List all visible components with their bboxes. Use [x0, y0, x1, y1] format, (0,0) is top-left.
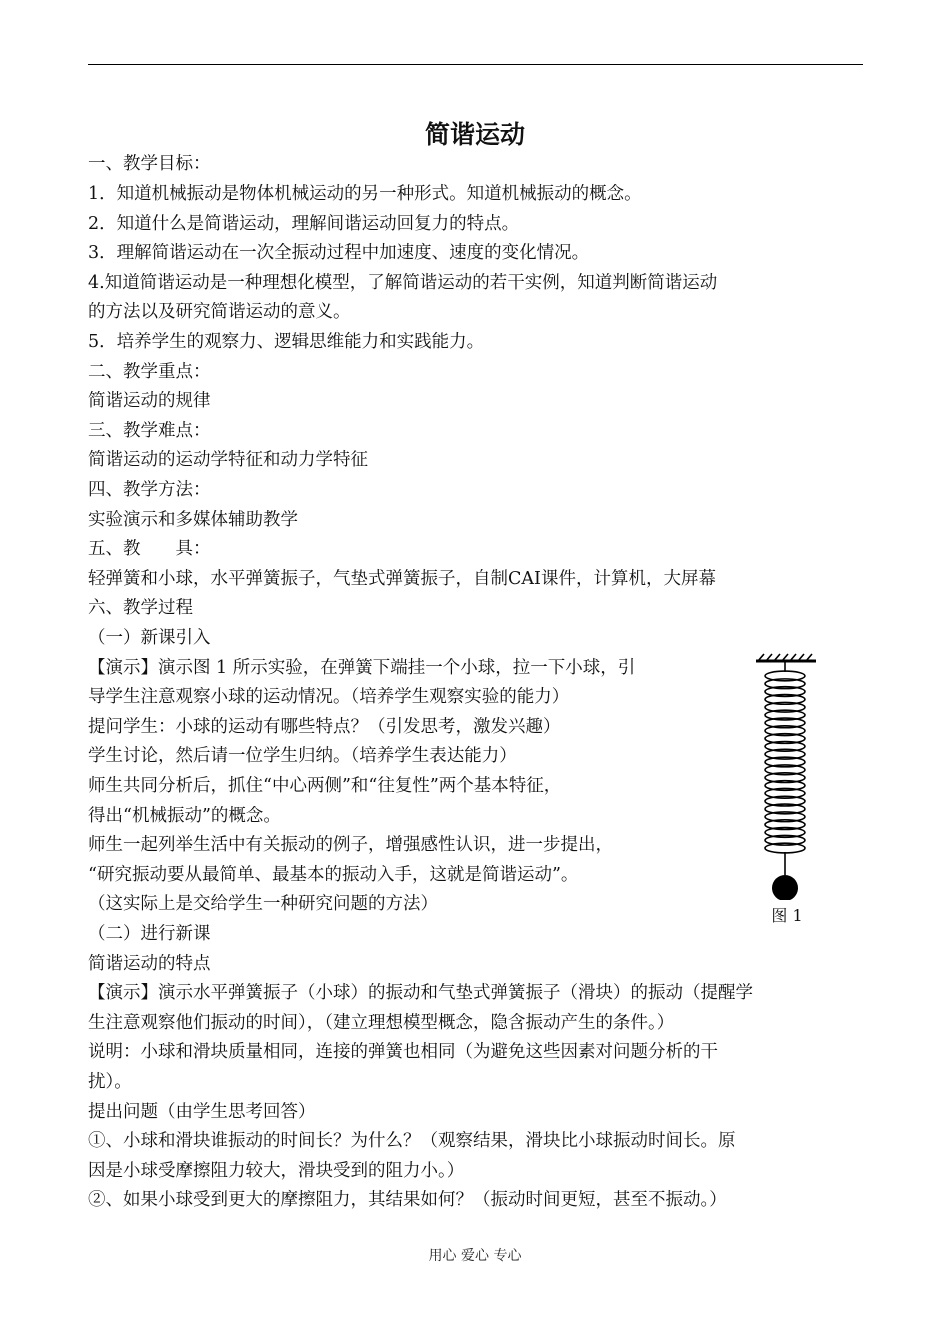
body-line: 学生讨论，然后请一位学生归纳。（培养学生表达能力） — [88, 746, 517, 766]
section-heading: 三、教学难点： — [88, 421, 211, 441]
subsection-heading: （二）进行新课 — [88, 924, 211, 944]
spring-ball-figure — [748, 650, 824, 900]
body-line: 2．知道什么是简谐运动，理解间谐运动回复力的特点。 — [88, 214, 520, 234]
body-line: 【演示】演示水平弹簧振子（小球）的振动和气垫式弹簧振子（滑块）的振动（提醒学 — [88, 983, 753, 1003]
body-line: 得出“机械振动”的概念。 — [88, 806, 281, 826]
body-line: 师生共同分析后，抓住“中心两侧”和“往复性”两个基本特征， — [88, 776, 562, 796]
body-line: 提问学生：小球的运动有哪些特点？（引发思考，激发兴趣） — [88, 717, 561, 737]
section-heading: 五、教 具： — [88, 539, 211, 559]
subsection-heading: （一）新课引入 — [88, 628, 211, 648]
body-line: （这实际上是交给学生一种研究问题的方法） — [88, 894, 438, 914]
body-line: 3．理解简谐运动在一次全振动过程中加速度、速度的变化情况。 — [88, 243, 590, 263]
section-heading: 二、教学重点： — [88, 362, 211, 382]
body-line: “研究振动要从最简单、最基本的振动入手，这就是简谐运动”。 — [88, 865, 579, 885]
body-line: 轻弹簧和小球，水平弹簧振子，气垫式弹簧振子，自制CAI课件，计算机，大屏幕 — [88, 569, 716, 589]
body-line: 导学生注意观察小球的运动情况。（培养学生观察实验的能力） — [88, 687, 570, 707]
body-line: 扰）。 — [88, 1072, 132, 1092]
body-line: ②、如果小球受到更大的摩擦阻力，其结果如何？（振动时间更短，甚至不振动。） — [88, 1190, 727, 1210]
body-line: 师生一起列举生活中有关振动的例子，增强感性认识，进一步提出， — [88, 835, 613, 855]
header-rule — [88, 64, 863, 65]
body-line: 简谐运动的特点 — [88, 954, 211, 974]
section-heading: 六、教学过程 — [88, 598, 193, 618]
page-title: 简谐运动 — [424, 120, 525, 149]
figure-caption: 图 1 — [771, 906, 803, 925]
spring-coil — [765, 661, 805, 875]
body-line: 的方法以及研究简谐运动的意义。 — [88, 302, 351, 322]
section-heading: 四、教学方法： — [88, 480, 211, 500]
body-line: 实验演示和多媒体辅助教学 — [88, 510, 298, 530]
body-line: ①、小球和滑块谁振动的时间长？为什么？（观察结果，滑块比小球振动时间长。原 — [88, 1131, 736, 1151]
body-line: 说明：小球和滑块质量相同，连接的弹簧也相同（为避免这些因素对问题分析的干 — [88, 1042, 718, 1062]
body-line: 简谐运动的规律 — [88, 391, 211, 411]
section-heading: 一、教学目标： — [88, 154, 211, 174]
body-line: 因是小球受摩擦阻力较大，滑块受到的阻力小。） — [88, 1161, 465, 1181]
body-line: 4.知道简谐运动是一种理想化模型，了解简谐运动的若干实例，知道判断简谐运动 — [88, 273, 718, 293]
body-line: 生注意观察他们振动的时间），（建立理想模型概念，隐含振动产生的条件。） — [88, 1013, 675, 1033]
hanging-ball — [772, 875, 798, 900]
body-line: 【演示】演示图 1 所示实验，在弹簧下端挂一个小球，拉一下小球，引 — [88, 658, 636, 678]
body-line: 5．培养学生的观察力、逻辑思维能力和实践能力。 — [88, 332, 485, 352]
body-line: 提出问题（由学生思考回答） — [88, 1102, 316, 1122]
body-line: 简谐运动的运动学特征和动力学特征 — [88, 450, 368, 470]
page-footer: 用心 爱心 专心 — [428, 1248, 522, 1264]
ceiling-support — [756, 654, 816, 661]
body-line: 1．知道机械振动是物体机械运动的另一种形式。知道机械振动的概念。 — [88, 184, 642, 204]
